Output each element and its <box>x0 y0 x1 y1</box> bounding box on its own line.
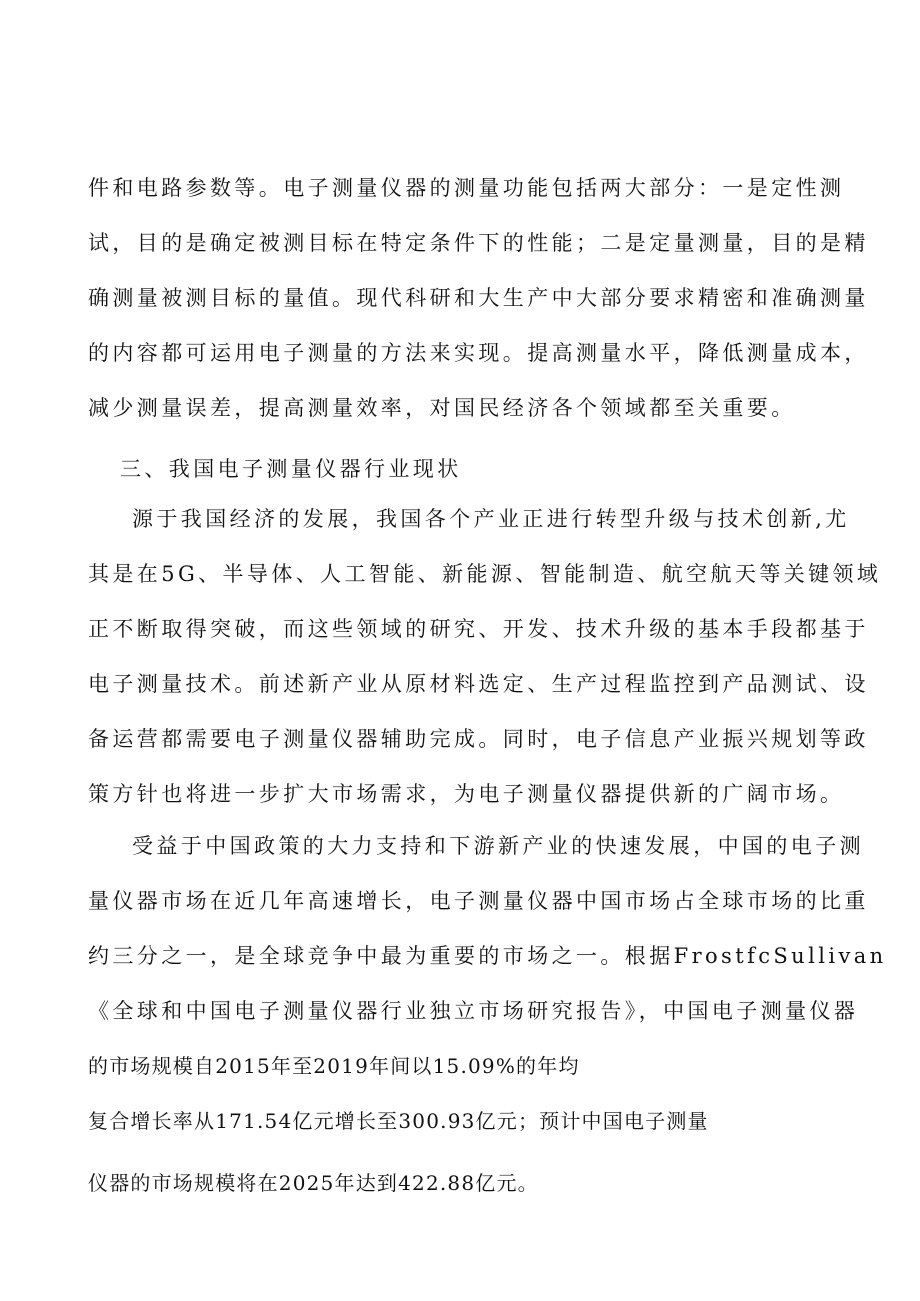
paragraph-2-line-3: 正不断取得突破，而这些领域的研究、开发、技术升级的基本手段都基于 <box>88 617 869 641</box>
paragraph-3-line-7: 仪器的市场规模将在2025年达到422.88亿元。 <box>88 1171 539 1195</box>
paragraph-3-line-2: 量仪器市场在近几年高速增长，电子测量仪器中国市场占全球市场的比重 <box>88 889 869 913</box>
paragraph-3-line-1: 受益于中国政策的大力支持和下游新产业的快速发展，中国的电子测 <box>132 834 864 858</box>
paragraph-3-line-4: 《全球和中国电子测量仪器行业独立市场研究报告》，中国电子测量仪器 <box>88 999 859 1023</box>
paragraph-1-line-4: 的内容都可运用电子测量的方法来实现。提高测量水平，降低测量成本， <box>88 341 869 365</box>
paragraph-1-line-5: 减少测量误差，提高测量效率，对国民经济各个领域都至关重要。 <box>88 396 796 420</box>
paragraph-2-line-5: 备运营都需要电子测量仪器辅助完成。同时，电子信息产业振兴规划等政 <box>88 727 869 751</box>
paragraph-3-line-5: 的市场规模自2015年至2019年间以15.09%的年均 <box>88 1054 580 1078</box>
paragraph-1-line-3: 确测量被测目标的量值。现代科研和大生产中大部分要求精密和准确测量 <box>88 286 869 310</box>
paragraph-1-line-1: 件和电路参数等。电子测量仪器的测量功能包括两大部分：一是定性测 <box>88 176 845 200</box>
section-heading: 三、我国电子测量仪器行业现状 <box>120 457 462 481</box>
paragraph-2-line-2: 其是在5G、半导体、人工智能、新能源、智能制造、航空航天等关键领域 <box>88 562 882 586</box>
paragraph-2-line-1: 源于我国经济的发展，我国各个产业正进行转型升级与技术创新,尤 <box>132 507 850 531</box>
paragraph-2-line-4: 电子测量技术。前述新产业从原材料选定、生产过程监控到产品测试、设 <box>88 672 869 696</box>
paragraph-3-line-3: 约三分之一，是全球竞争中最为重要的市场之一。根据FrostfcSullivan <box>88 944 887 968</box>
paragraph-3-line-6: 复合增长率从171.54亿元增长至300.93亿元；预计中国电子测量 <box>88 1109 709 1133</box>
paragraph-1-line-2: 试，目的是确定被测目标在特定条件下的性能；二是定量测量，目的是精 <box>88 231 869 255</box>
paragraph-2-line-6: 策方针也将进一步扩大市场需求，为电子测量仪器提供新的广阔市场。 <box>88 782 845 806</box>
